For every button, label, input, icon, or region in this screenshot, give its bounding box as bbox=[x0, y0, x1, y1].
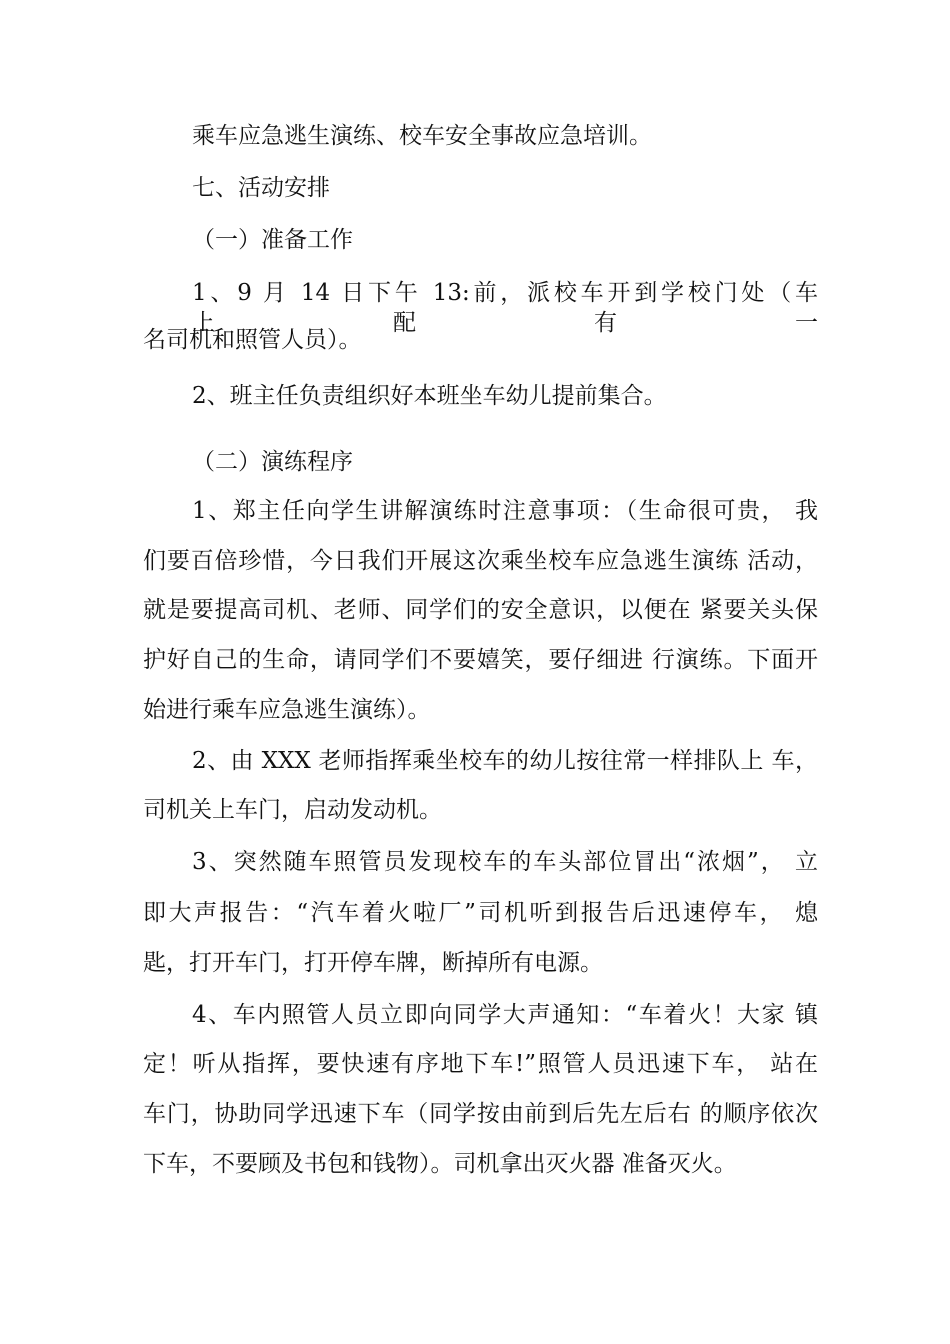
paragraph-line: 就是要提高司机、老师、同学们的安全意识，以便在 紧要关头保 bbox=[143, 597, 818, 623]
paragraph-line: 车门，协助同学迅速下车（同学按由前到后先左后右 的顺序依次 bbox=[143, 1101, 818, 1127]
paragraph-line: 2、由 XXX 老师指挥乘坐校车的幼儿按往常一样排队上 车， bbox=[192, 748, 818, 774]
paragraph-line: 4、车内照管人员立即向同学大声通知：“车着火！大家 镇 bbox=[192, 1002, 818, 1028]
paragraph-line: 定！听从指挥，要快速有序地下车!”照管人员迅速下车， 站在 bbox=[143, 1051, 818, 1077]
paragraph-line: 匙，打开车门，打开停车牌，断掉所有电源。 bbox=[143, 950, 603, 976]
paragraph-line: 1、郑主任向学生讲解演练时注意事项：（生命很可贵， 我 bbox=[192, 498, 818, 524]
subsection-heading: （一）准备工作 bbox=[192, 227, 353, 253]
paragraph-line: 即大声报告：“汽车着火啦厂”司机听到报告后迅速停车， 熄 bbox=[143, 900, 818, 926]
paragraph-line: 司机关上车门，启动发动机。 bbox=[143, 797, 442, 823]
paragraph-line: 3、突然随车照管员发现校车的车头部位冒出“浓烟”， 立 bbox=[192, 849, 818, 875]
subsection-heading: （二）演练程序 bbox=[192, 449, 353, 475]
paragraph-line: 下车，不要顾及书包和钱物）。司机拿出灭火器 准备灭火。 bbox=[143, 1151, 737, 1177]
paragraph-line: 名司机和照管人员）。 bbox=[143, 327, 362, 353]
paragraph-line: 始进行乘车应急逃生演练）。 bbox=[143, 697, 431, 723]
paragraph-line: 1、9 月 14 日下午 13:前，派校车开到学校门处（车 上配有一 bbox=[192, 280, 818, 336]
paragraph-line: 护好自己的生命，请同学们不要嬉笑，要仔细进 行演练。下面开 bbox=[143, 647, 818, 673]
section-heading: 七、活动安排 bbox=[192, 175, 330, 201]
paragraph-line: 2、班主任负责组织好本班坐车幼儿提前集合。 bbox=[192, 383, 667, 409]
paragraph-line: 乘车应急逃生演练、校车安全事故应急培训。 bbox=[192, 123, 652, 149]
paragraph-line: 们要百倍珍惜，今日我们开展这次乘坐校车应急逃生演练 活动， bbox=[143, 548, 818, 574]
